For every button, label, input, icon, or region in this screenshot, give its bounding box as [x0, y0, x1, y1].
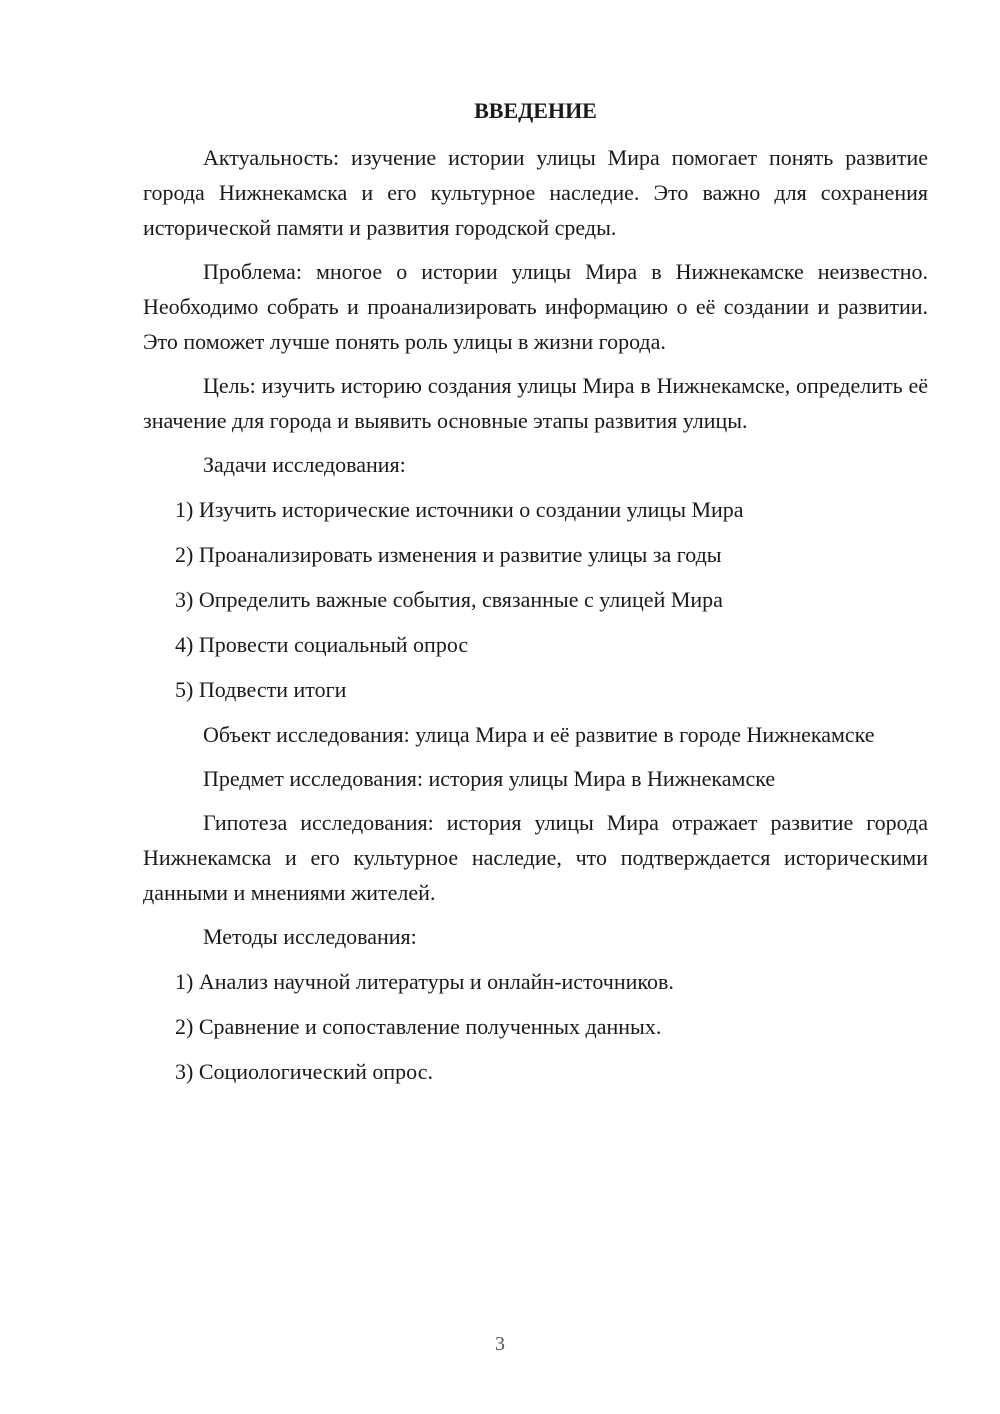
task-item: 4) Провести социальный опрос	[175, 632, 469, 657]
relevance-paragraph: Актуальность: изучение истории улицы Мира помогает понять развитие города Нижнекамска и его культурное наследие. Это важно для сохранения исторической памяти и развития городской среды.	[143, 145, 928, 240]
method-item: 3) Социологический опрос.	[175, 1059, 433, 1084]
section-title: ВВЕДЕНИЕ	[474, 98, 597, 123]
method-item: 2) Сравнение и сопоставление полученных данных.	[175, 1014, 662, 1039]
problem-paragraph: Проблема: многое о истории улицы Мира в Нижнекамске неизвестно. Необходимо собрать и проанализировать информацию о её создании и развитии. Это поможет лучше понять роль улицы в жизни города.	[143, 259, 928, 354]
document-page	[143, 94, 928, 1099]
task-item: 5) Подвести итоги	[175, 677, 347, 702]
object-paragraph: Объект исследования: улица Мира и её развитие в городе Нижнекамске	[203, 722, 875, 747]
goal-paragraph: Цель: изучить историю создания улицы Мира в Нижнекамске, определить её значение для города и выявить основные этапы развития улицы.	[143, 373, 928, 433]
method-item: 1) Анализ научной литературы и онлайн-источников.	[175, 969, 674, 994]
methods-heading: Методы исследования:	[203, 924, 417, 949]
tasks-heading: Задачи исследования:	[203, 452, 406, 477]
page-number: 3	[495, 1333, 505, 1355]
tasks-list	[143, 492, 928, 707]
task-item: 3) Определить важные события, связанные с улицей Мира	[175, 587, 723, 612]
methods-list	[143, 964, 928, 1089]
hypothesis-paragraph: Гипотеза исследования: история улицы Мира отражает развитие города Нижнекамска и его культурное наследие, что подтверждается историческими данными и мнениями жителей.	[143, 810, 928, 905]
subject-paragraph: Предмет исследования: история улицы Мира в Нижнекамске	[203, 766, 776, 791]
task-item: 1) Изучить исторические источники о создании улицы Мира	[175, 497, 744, 522]
task-item: 2) Проанализировать изменения и развитие улицы за годы	[175, 542, 722, 567]
